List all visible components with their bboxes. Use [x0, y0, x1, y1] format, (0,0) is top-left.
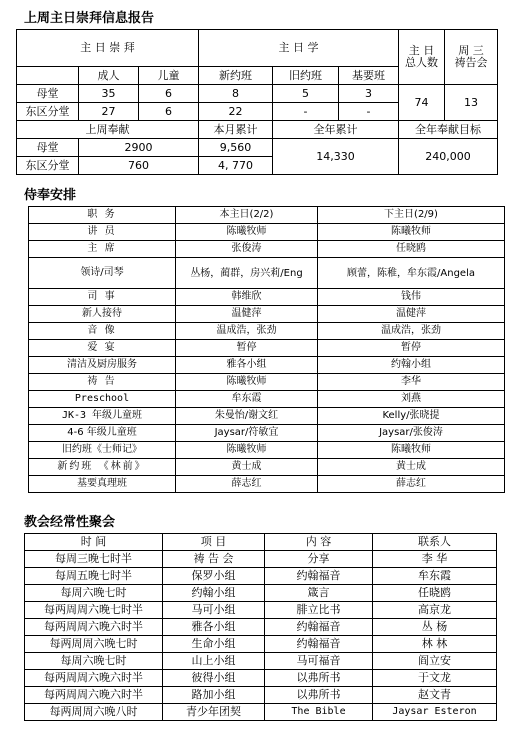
table-row — [25, 602, 497, 619]
contact-cell: 任晓鸥 — [373, 585, 497, 602]
item-header: 项 目 — [163, 534, 265, 551]
role-cell: 祷 告 — [29, 374, 176, 391]
item-cell: 山上小组 — [163, 653, 265, 670]
item-cell: 保罗小组 — [163, 568, 265, 585]
contact-cell: 于文龙 — [373, 670, 497, 687]
role-cell: 旧约班《士师记》 — [29, 442, 176, 459]
this-sunday-header: 本主日(2/2) — [176, 207, 318, 224]
service-schedule-table — [28, 206, 505, 493]
table-row — [29, 476, 505, 493]
content-cell: 箴言 — [265, 585, 373, 602]
time-cell: 每两周周六晚六时半 — [25, 687, 163, 704]
table-row — [25, 619, 497, 636]
church-name: 东区分堂 — [17, 157, 79, 175]
contact-cell: Jaysar Esteron — [373, 704, 497, 721]
adult-header: 成人 — [79, 67, 139, 85]
attendance-offering-table — [16, 29, 498, 175]
table-row — [29, 224, 505, 241]
role-cell: 新人接待 — [29, 306, 176, 323]
table-row — [25, 687, 497, 704]
worship-header: 主 日 崇 拜 — [17, 30, 199, 67]
church-name: 母堂 — [17, 85, 79, 103]
next-sunday-cell: Jaysar/张俊涛 — [318, 425, 505, 442]
table-row — [29, 391, 505, 408]
basic-count: - — [339, 103, 399, 121]
year-total-header: 全年累计 — [273, 121, 399, 139]
this-sunday-cell: 陈曦牧师 — [176, 442, 318, 459]
item-cell: 青少年团契 — [163, 704, 265, 721]
ot-class-header: 旧约班 — [273, 67, 339, 85]
this-sunday-cell: 朱曼怡/谢文红 — [176, 408, 318, 425]
time-cell: 每两周周六晚六时半 — [25, 670, 163, 687]
last-week-offering: 760 — [79, 157, 199, 175]
contact-cell: 阎立安 — [373, 653, 497, 670]
month-total: 9,560 — [199, 139, 273, 157]
adult-count: 35 — [79, 85, 139, 103]
this-sunday-cell: 薛志红 — [176, 476, 318, 493]
table-row — [25, 670, 497, 687]
contact-cell: 林 林 — [373, 636, 497, 653]
next-sunday-cell: 顾蕾，陈稚，牟东霞/Angela — [318, 258, 505, 289]
regular-meetings-title: 教会经常性聚会 — [24, 515, 116, 530]
table-row — [25, 568, 497, 585]
content-cell: 以弗所书 — [265, 687, 373, 704]
role-cell: 新约班 《林前》 — [29, 459, 176, 476]
item-cell: 马可小组 — [163, 602, 265, 619]
year-total-value: 14,330 — [273, 139, 399, 175]
role-cell: 主 席 — [29, 241, 176, 258]
contact-cell: 高京龙 — [373, 602, 497, 619]
content-cell: 马可福音 — [265, 653, 373, 670]
time-cell: 每两周周六晚六时半 — [25, 619, 163, 636]
this-sunday-cell: 温健萍 — [176, 306, 318, 323]
item-cell: 路加小组 — [163, 687, 265, 704]
contact-cell: 牟东霞 — [373, 568, 497, 585]
this-sunday-cell: 丛杨，蔺群，房兴莉/Eng — [176, 258, 318, 289]
this-sunday-cell: 陈曦牧师 — [176, 374, 318, 391]
role-cell: 音 像 — [29, 323, 176, 340]
child-count: 6 — [139, 103, 199, 121]
nt-count: 22 — [199, 103, 273, 121]
this-sunday-cell: 雅各小组 — [176, 357, 318, 374]
table-row — [29, 306, 505, 323]
next-sunday-cell: 薛志红 — [318, 476, 505, 493]
content-header: 内 容 — [265, 534, 373, 551]
role-cell: Preschool — [29, 391, 176, 408]
role-cell: 司 事 — [29, 289, 176, 306]
table-row — [25, 704, 497, 721]
table-row — [25, 653, 497, 670]
time-cell: 每周六晚七时 — [25, 653, 163, 670]
time-cell: 每周三晚七时半 — [25, 551, 163, 568]
next-sunday-cell: 陈曦牧师 — [318, 224, 505, 241]
time-cell: 每两周周六晚八时 — [25, 704, 163, 721]
content-cell: 分享 — [265, 551, 373, 568]
table-row — [29, 258, 505, 289]
content-cell: 以弗所书 — [265, 670, 373, 687]
total-header: 主 日 总人数 — [399, 30, 445, 85]
next-sunday-header: 下主日(2/9) — [318, 207, 505, 224]
time-cell: 每两周周六晚七时 — [25, 636, 163, 653]
basic-count: 3 — [339, 85, 399, 103]
last-week-offering-header: 上周奉献 — [17, 121, 199, 139]
time-cell: 每两周周六晚七时半 — [25, 602, 163, 619]
item-cell: 祷 告 会 — [163, 551, 265, 568]
this-sunday-cell: 牟东霞 — [176, 391, 318, 408]
content-cell: 腓立比书 — [265, 602, 373, 619]
next-sunday-cell: 温成浩，张劲 — [318, 323, 505, 340]
year-goal-value: 240,000 — [399, 139, 498, 175]
nt-class-header: 新约班 — [199, 67, 273, 85]
table-row — [25, 585, 497, 602]
role-cell: 清洁及厨房服务 — [29, 357, 176, 374]
content-cell: 约翰福音 — [265, 619, 373, 636]
table-row — [29, 241, 505, 258]
content-cell: 约翰福音 — [265, 636, 373, 653]
blank-cell — [17, 67, 79, 85]
item-cell: 雅各小组 — [163, 619, 265, 636]
ot-count: - — [273, 103, 339, 121]
time-cell: 每周五晚七时半 — [25, 568, 163, 585]
this-sunday-cell: 张俊涛 — [176, 241, 318, 258]
this-sunday-cell: 温成浩，张劲 — [176, 323, 318, 340]
total-value: 74 — [399, 85, 445, 121]
item-cell: 生命小组 — [163, 636, 265, 653]
table-row — [29, 408, 505, 425]
next-sunday-cell: 任晓鸥 — [318, 241, 505, 258]
role-cell: JK-3 年级儿童班 — [29, 408, 176, 425]
month-total-header: 本月累计 — [199, 121, 273, 139]
contact-header: 联系人 — [373, 534, 497, 551]
basic-class-header: 基要班 — [339, 67, 399, 85]
next-sunday-cell: 李华 — [318, 374, 505, 391]
wed-prayer-header: 周 三 祷告会 — [445, 30, 498, 85]
child-header: 儿童 — [139, 67, 199, 85]
role-cell: 领诗/司琴 — [29, 258, 176, 289]
table-row — [29, 357, 505, 374]
ot-count: 5 — [273, 85, 339, 103]
table-row — [29, 374, 505, 391]
time-header: 时 间 — [25, 534, 163, 551]
content-cell: The Bible — [265, 704, 373, 721]
contact-cell: 赵文青 — [373, 687, 497, 704]
adult-count: 27 — [79, 103, 139, 121]
church-name: 东区分堂 — [17, 103, 79, 121]
report-title: 上周主日崇拜信息报告 — [24, 11, 155, 26]
table-row — [25, 551, 497, 568]
last-week-offering: 2900 — [79, 139, 199, 157]
year-goal-header: 全年奉献目标 — [399, 121, 498, 139]
contact-cell: 丛 杨 — [373, 619, 497, 636]
time-cell: 每周六晚七时 — [25, 585, 163, 602]
next-sunday-cell: 黄士成 — [318, 459, 505, 476]
this-sunday-cell: 陈曦牧师 — [176, 224, 318, 241]
table-row — [29, 323, 505, 340]
role-cell: 基要真理班 — [29, 476, 176, 493]
regular-meetings-table — [24, 533, 497, 721]
table-row — [17, 139, 498, 157]
next-sunday-cell: 暂停 — [318, 340, 505, 357]
table-row — [29, 289, 505, 306]
this-sunday-cell: 暂停 — [176, 340, 318, 357]
next-sunday-cell: Kelly/张晓提 — [318, 408, 505, 425]
nt-count: 8 — [199, 85, 273, 103]
this-sunday-cell: 韩维欣 — [176, 289, 318, 306]
contact-cell: 李 华 — [373, 551, 497, 568]
role-cell: 爱 宴 — [29, 340, 176, 357]
item-cell: 彼得小组 — [163, 670, 265, 687]
next-sunday-cell: 约翰小组 — [318, 357, 505, 374]
schedule-rows — [29, 224, 505, 493]
next-sunday-cell: 温健萍 — [318, 306, 505, 323]
next-sunday-cell: 钱伟 — [318, 289, 505, 306]
next-sunday-cell: 陈曦牧师 — [318, 442, 505, 459]
meeting-rows — [25, 551, 497, 721]
wed-prayer-value: 13 — [445, 85, 498, 121]
role-cell: 4-6 年级儿童班 — [29, 425, 176, 442]
role-header: 职 务 — [29, 207, 176, 224]
month-total: 4, 770 — [199, 157, 273, 175]
table-row — [17, 85, 498, 103]
this-sunday-cell: 黄士成 — [176, 459, 318, 476]
this-sunday-cell: Jaysar/符敏宜 — [176, 425, 318, 442]
church-name: 母堂 — [17, 139, 79, 157]
content-cell: 约翰福音 — [265, 568, 373, 585]
table-row — [29, 442, 505, 459]
service-schedule-title: 侍奉安排 — [24, 188, 77, 203]
table-row — [25, 636, 497, 653]
child-count: 6 — [139, 85, 199, 103]
school-header: 主 日 学 — [199, 30, 399, 67]
table-row — [29, 340, 505, 357]
table-row — [29, 459, 505, 476]
role-cell: 讲 员 — [29, 224, 176, 241]
next-sunday-cell: 刘燕 — [318, 391, 505, 408]
item-cell: 约翰小组 — [163, 585, 265, 602]
table-row — [29, 425, 505, 442]
